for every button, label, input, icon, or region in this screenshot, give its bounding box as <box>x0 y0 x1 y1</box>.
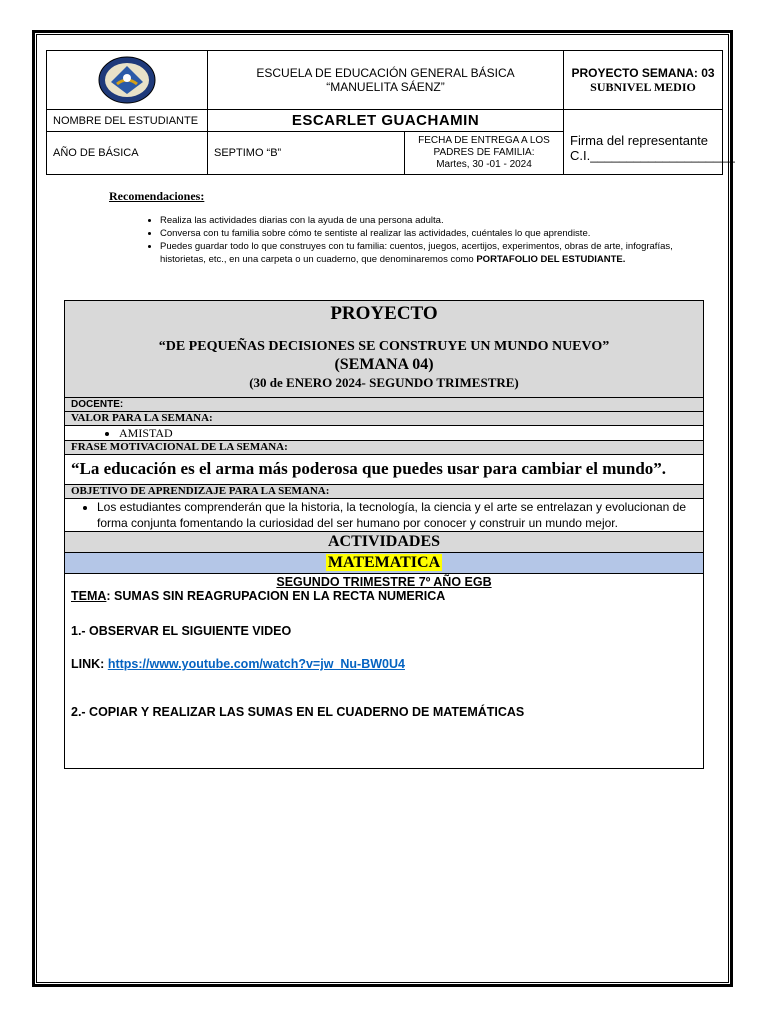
project-table <box>64 300 704 769</box>
header-table <box>46 50 735 175</box>
recommendations-list <box>110 214 720 266</box>
objective-text: • Los estudiantes comprenderán que la historia, la tecnología, la ciencia y el arte se entrelazan y evolucionan de forma conjunta fomentando la curiosidad del ser humano por conocer y construir un mundo mejor. <box>97 499 697 531</box>
project-motto: “DE PEQUEÑAS DECISIONES SE CONSTRUYE UN MUNDO NUEVO” <box>158 339 610 354</box>
objective-label: OBJETIVO DE APRENDIZAJE PARA LA SEMANA: <box>65 485 704 499</box>
ci-label: C.I.____________________ <box>570 148 735 163</box>
school-line2: “MANUELITA SÁENZ” <box>326 80 445 94</box>
delivery-line2: PADRES DE FAMILIA: <box>433 147 535 158</box>
subject-label: MATEMATICA <box>327 554 441 571</box>
project-week: PROYECTO SEMANA: 03 <box>571 65 715 80</box>
objective-cell <box>65 499 704 532</box>
topic-label: TEMA <box>71 589 107 603</box>
logo-cell <box>47 51 208 110</box>
topic-text: : SUMAS SIN REAGRUPACION EN LA RECTA NUMERICA <box>106 589 446 603</box>
sublevel: SUBNIVEL MEDIO <box>590 79 696 94</box>
project-week-cell <box>564 51 723 110</box>
link-line <box>71 657 697 671</box>
signature-label: Firma del representante <box>570 133 709 148</box>
recommendation-item <box>160 240 720 266</box>
subject-band <box>65 553 704 574</box>
value-item: • AMISTAD <box>119 426 697 440</box>
grade-value: SEPTIMO “B” <box>208 132 405 175</box>
topic-line <box>71 589 697 603</box>
teacher-label: DOCENTE: <box>65 398 704 412</box>
phrase-label: FRASE MOTIVACIONAL DE LA SEMANA: <box>65 441 704 455</box>
activities-label: ACTIVIDADES <box>65 532 704 553</box>
project-title: PROYECTO <box>330 303 438 324</box>
recommendation-text: Puedes guardar todo lo que construyes con tu familia: cuentos, juegos, acertijos, experimentos, obras de arte, infografías, historietas, etc., en una carpeta o un cuaderno, que denominaremos como <box>160 241 673 265</box>
delivery-line3: Martes, 30 -01 - 2024 <box>436 159 532 170</box>
school-name-cell <box>208 51 564 110</box>
step2-text: 2.- COPIAR Y REALIZAR LAS SUMAS EN EL CUADERNO DE MATEMÁTICAS <box>71 705 525 719</box>
motivational-phrase: “La educación es el arma más poderosa que puedes usar para cambiar el mundo”. <box>65 455 704 485</box>
delivery-date-cell <box>405 132 564 175</box>
school-logo-icon <box>97 56 157 104</box>
project-week-number: (SEMANA 04) <box>334 356 434 373</box>
value-label: VALOR PARA LA SEMANA: <box>65 412 704 426</box>
link-label: LINK: <box>71 657 108 671</box>
grade-label: AÑO DE BÁSICA <box>47 132 208 175</box>
project-date: (30 de ENERO 2024- SEGUNDO TRIMESTRE) <box>249 375 519 390</box>
signature-cell <box>564 110 735 175</box>
step1-text: 1.- OBSERVAR EL SIGUIENTE VIDEO <box>71 624 292 638</box>
student-label: NOMBRE DEL ESTUDIANTE <box>47 110 208 132</box>
value-cell <box>65 426 704 441</box>
recommendation-item: • Realiza las actividades diarias con la ayuda de una persona adulta. <box>160 214 720 227</box>
delivery-line1: FECHA DE ENTREGA A LOS <box>418 135 550 146</box>
recommendations-title: Recomendaciones: <box>109 189 205 203</box>
project-title-cell <box>65 301 704 398</box>
portfolio-label: PORTAFOLIO DEL ESTUDIANTE. <box>476 254 626 265</box>
student-name: ESCARLET GUACHAMIN <box>208 110 564 132</box>
recommendation-item: • Conversa con tu familia sobre cómo te sentiste al realizar las actividades, cuéntales lo que aprendiste. <box>160 227 720 240</box>
trimester-label: SEGUNDO TRIMESTRE 7º AÑO EGB <box>276 575 492 589</box>
video-link[interactable]: https://www.youtube.com/watch?v=jw_Nu-BW0U4 <box>107 657 405 671</box>
activity-content <box>65 574 704 769</box>
school-line1: ESCUELA DE EDUCACIÓN GENERAL BÁSICA <box>256 66 515 80</box>
